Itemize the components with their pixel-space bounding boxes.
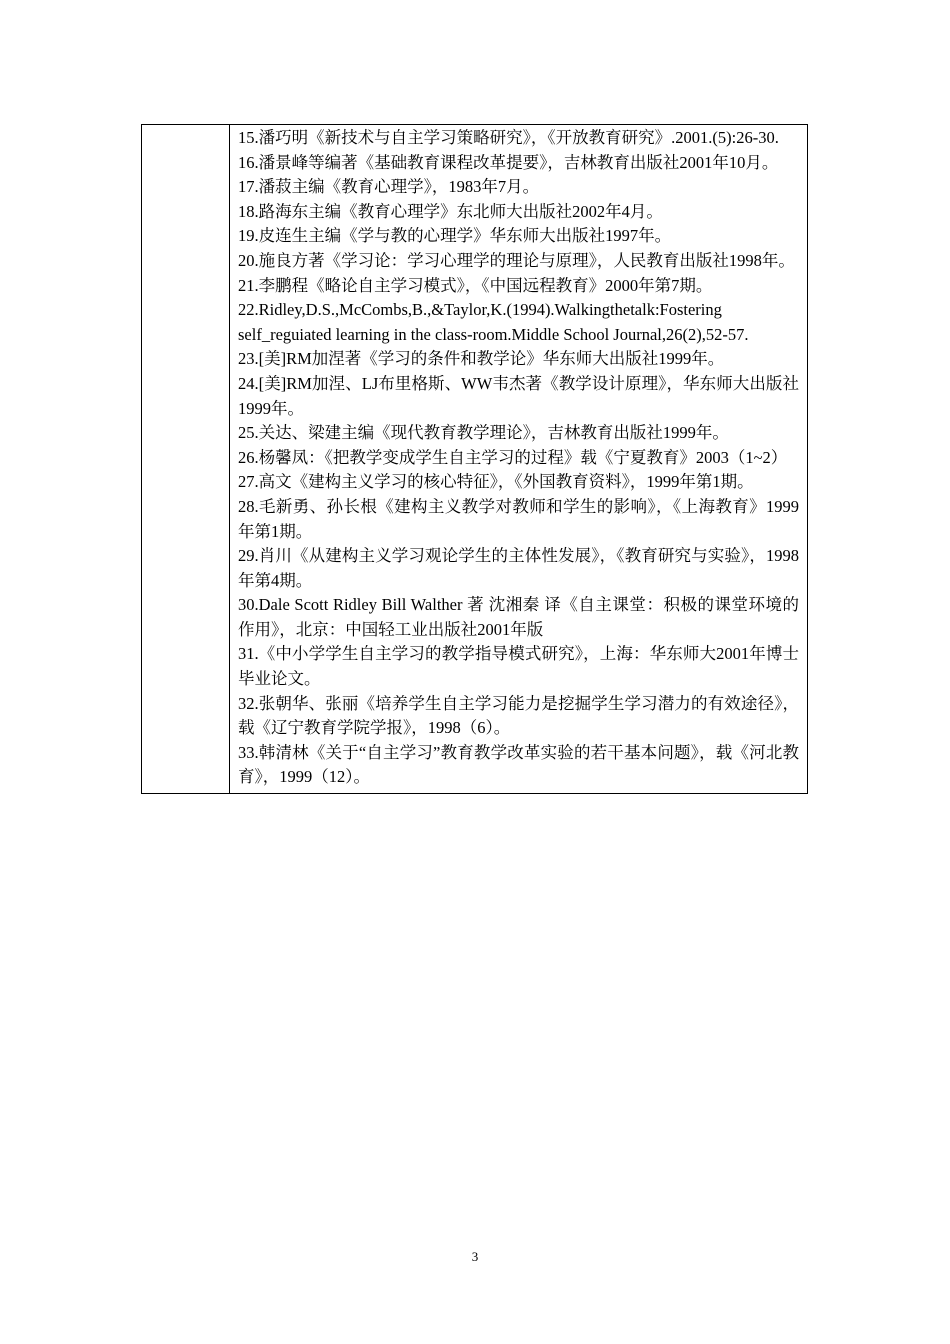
reference-25: 25.关达、梁建主编《现代教育教学理论》，吉林教育出版社1999年。	[238, 423, 729, 443]
table-row	[142, 125, 808, 794]
reference-23: 23.[美]RM加涅著《学习的条件和教学论》华东师大出版社1999年。	[238, 349, 725, 369]
empty-label-cell	[142, 125, 230, 794]
reference-19: 19.皮连生主编《学与教的心理学》华东师大出版社1997年。	[238, 226, 672, 246]
reference-27: 27.高文《建构主义学习的核心特征》，《外国教育资料》，1999年第1期。	[238, 472, 754, 492]
reference-16: 16.潘景峰等编著《基础教育课程改革提要》，吉林教育出版社2001年10月。	[238, 152, 779, 172]
reference-28: 28.毛新勇、孙长根《建构主义教学对教师和学生的影响》，《上海教育》1999年第1期。	[238, 496, 799, 541]
reference-24: 24.[美]RM加涅、LJ布里格斯、WW韦杰著《教学设计原理》，华东师大出版社1999年。	[238, 373, 799, 418]
reference-32: 32.张朝华、张丽《培养学生自主学习能力是挖掘学生学习潜力的有效途径》，载《辽宁教育学院学报》，1998（6）。	[238, 693, 799, 738]
reference-21: 21.李鹏程《略论自主学习模式》，《中国远程教育》2000年第7期。	[238, 275, 713, 295]
reference-20: 20.施良方著《学习论：学习心理学的理论与原理》，人民教育出版社1998年。	[238, 250, 795, 270]
reference-26: 26.杨馨凤：《把教学变成学生自主学习的过程》载《宁夏教育》2003（1~2）	[238, 447, 788, 467]
reference-18: 18.路海东主编《教育心理学》东北师大出版社2002年4月。	[238, 201, 663, 221]
reference-list-cell	[230, 125, 808, 794]
reference-table	[141, 124, 808, 794]
reference-33: 33.韩清林《关于“自主学习”教育教学改革实验的若干基本问题》，载《河北教育》，1999（12）。	[238, 742, 799, 787]
reference-29: 29.肖川《从建构主义学习观论学生的主体性发展》，《教育研究与实验》，1998年第4期。	[238, 546, 799, 590]
reference-17: 17.潘菽主编《教育心理学》，1983年7月。	[238, 177, 540, 197]
reference-15: 15.潘巧明《新技术与自主学习策略研究》，《开放教育研究》.2001.(5):26-30.	[238, 128, 779, 147]
reference-22: 22.Ridley,D.S.,McCombs,B.,&Taylor,K.(1994).Walkingthetalk:Fostering self_reguiated learning in the class-room.Middle School Journal,26(2),52-57.	[238, 300, 749, 344]
reference-30: 30.Dale Scott Ridley Bill Walther 著 沈湘秦 译《自主课堂：积极的课堂环境的作用》，北京：中国轻工业出版社2001年版	[238, 595, 799, 639]
reference-31: 31.《中小学学生自主学习的教学指导模式研究》，上海：华东师大2001年博士毕业论文。	[238, 644, 799, 689]
page-number: 3	[471, 1249, 479, 1264]
